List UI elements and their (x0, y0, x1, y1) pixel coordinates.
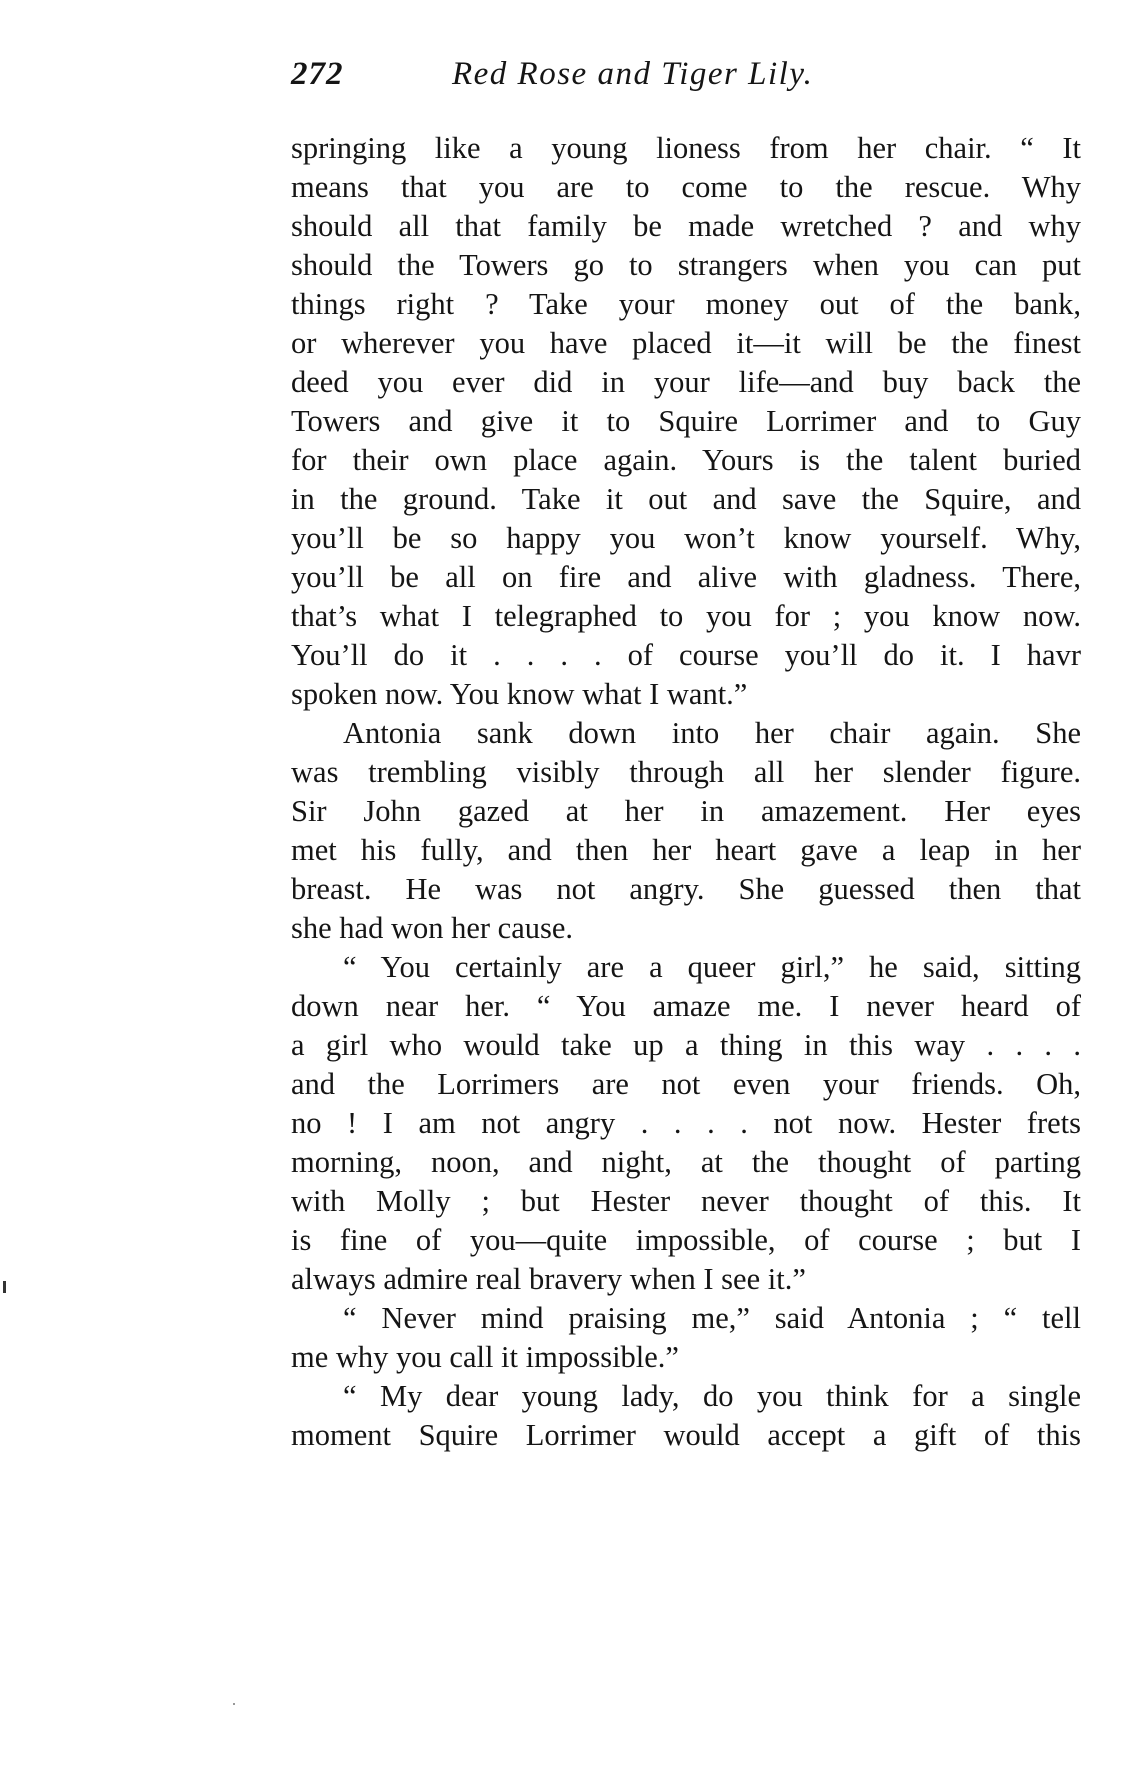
text-line: morning, noon, and night, at the thought of parting (291, 1145, 1081, 1179)
text-line: you’ll be so happy you won’t know yourself. Why, (291, 521, 1081, 555)
text-line: breast. He was not angry. She guessed then that (291, 872, 1081, 906)
scan-artifact-dot (233, 1703, 235, 1705)
text-line: moment Squire Lorrimer would accept a gift of this (291, 1418, 1081, 1452)
body-text (291, 129, 1081, 1455)
text-line: Sir John gazed at her in amazement. Her eyes (291, 794, 1081, 828)
text-line: she had won her cause. (291, 911, 574, 945)
text-line: with Molly ; but Hester never thought of this. It (291, 1184, 1081, 1218)
text-line: “ My dear young lady, do you think for a single (343, 1379, 1081, 1413)
text-line: Towers and give it to Squire Lorrimer and to Guy (291, 404, 1081, 438)
text-line: is fine of you—quite impossible, of course ; but I (291, 1223, 1081, 1257)
text-line: should all that family be made wretched ? and why (291, 209, 1081, 243)
text-line: for their own place again. Yours is the talent buried (291, 443, 1081, 477)
text-line: springing like a young lioness from her chair. “ It (291, 131, 1081, 165)
text-line: in the ground. Take it out and save the Squire, and (291, 482, 1081, 516)
text-line: should the Towers go to strangers when you can put (291, 248, 1081, 282)
text-line: no ! I am not angry . . . . not now. Hester frets (291, 1106, 1081, 1140)
text-line: means that you are to come to the rescue. Why (291, 170, 1081, 204)
page-header (291, 56, 1081, 100)
text-line: “ You certainly are a queer girl,” he said, sitting (343, 950, 1081, 984)
text-line: You’ll do it . . . . of course you’ll do it. I havr (291, 638, 1081, 672)
text-line: you’ll be all on fire and alive with gladness. There, (291, 560, 1081, 594)
text-line: “ Never mind praising me,” said Antonia ; “ tell (343, 1301, 1081, 1335)
page-number: 272 (291, 56, 344, 92)
text-line: down near her. “ You amaze me. I never heard of (291, 989, 1081, 1023)
text-line: that’s what I telegraphed to you for ; you know now. (291, 599, 1081, 633)
running-title: Red Rose and Tiger Lily. (452, 56, 814, 92)
text-line: things right ? Take your money out of the bank, (291, 287, 1081, 321)
scan-artifact-mark (3, 1281, 6, 1293)
text-line: a girl who would take up a thing in this way . . . . (291, 1028, 1081, 1062)
text-line: deed you ever did in your life—and buy back the (291, 365, 1081, 399)
text-line: always admire real bravery when I see it.” (291, 1262, 806, 1296)
text-line: met his fully, and then her heart gave a leap in her (291, 833, 1081, 867)
text-line: and the Lorrimers are not even your friends. Oh, (291, 1067, 1081, 1101)
text-line: me why you call it impossible.” (291, 1340, 679, 1374)
text-line: was trembling visibly through all her slender figure. (291, 755, 1081, 789)
text-line: or wherever you have placed it—it will be the finest (291, 326, 1081, 360)
text-line: spoken now. You know what I want.” (291, 677, 748, 711)
text-line: Antonia sank down into her chair again. She (343, 716, 1081, 750)
